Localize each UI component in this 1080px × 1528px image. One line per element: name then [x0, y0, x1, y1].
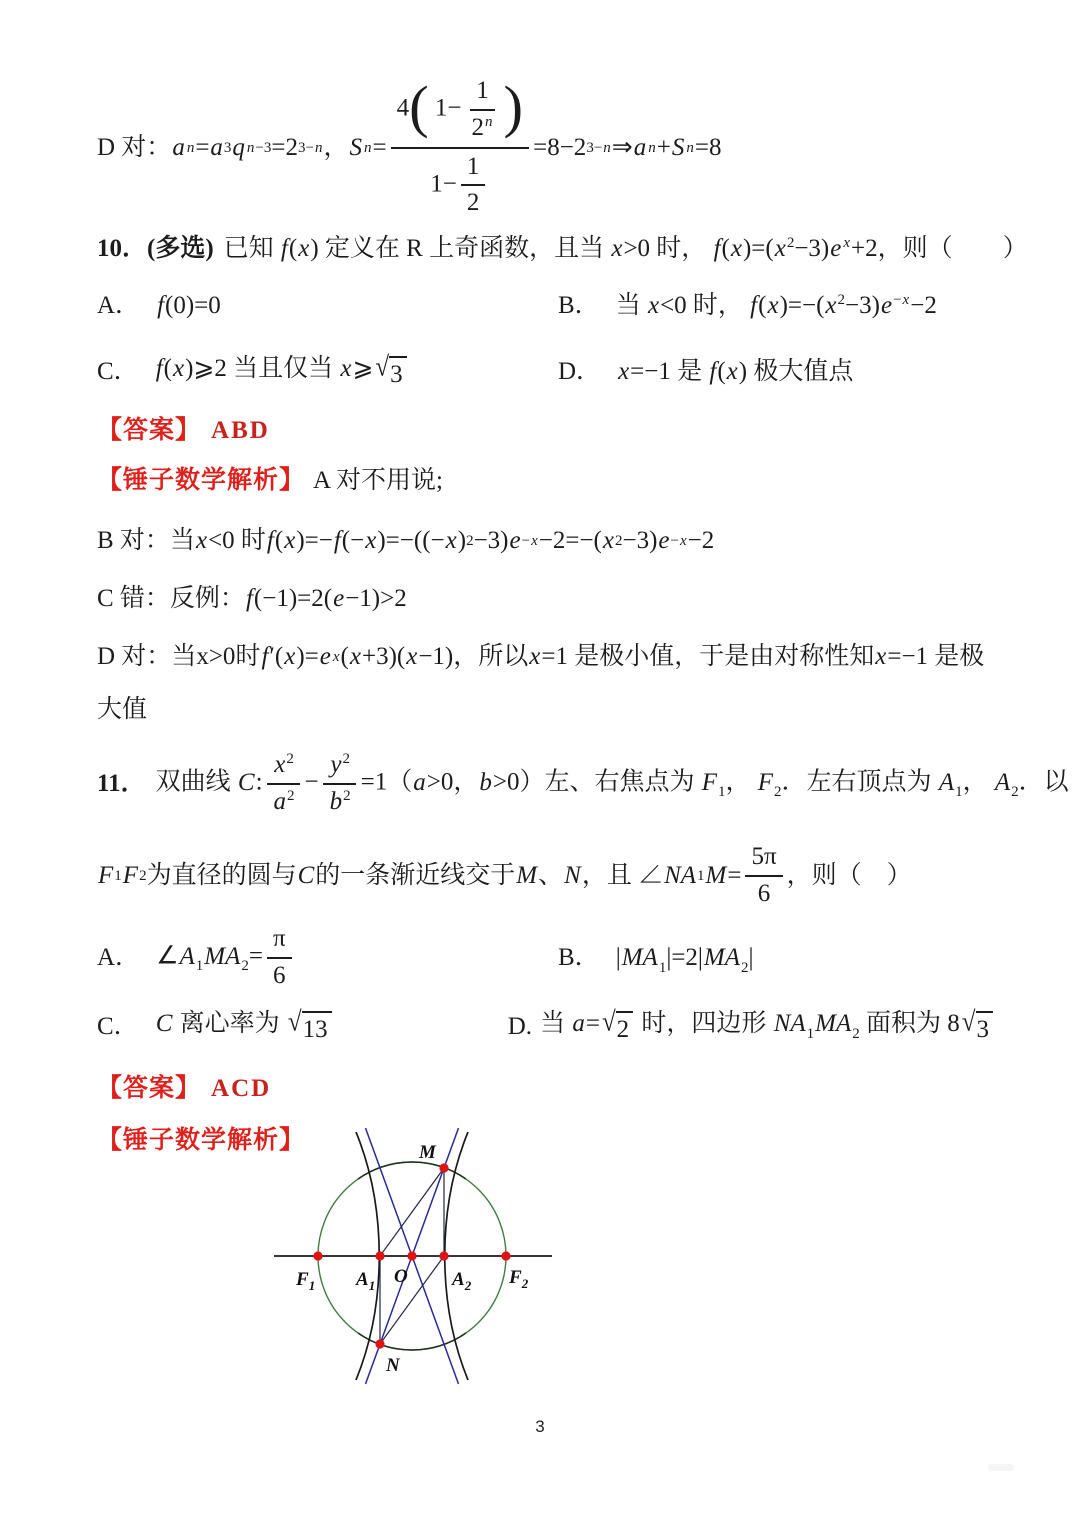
hyperbola-diagram [262, 1128, 562, 1388]
q11-option-d [508, 1007, 995, 1047]
q10-analysis-d-line: D 对： 当 x>0 时 f ′( x )= e x ( x +3)( x −1)，所以 x =1 是极小值，于是由对称性知 x =−1 是极 [97, 643, 985, 671]
q10-analysis-intro: A 对不用说; [313, 467, 443, 495]
q11-option-a-text: $\angle A_1MA_2=$ $\frac{\pi}{6}$ [156, 924, 296, 992]
q11-option-d-text: 当 a= √ 2 时，四边形 $NA_1MA_2$ 面积为 8 √ 3 [540, 1007, 995, 1047]
q11-option-d-label: D. [507, 1013, 533, 1041]
focal-circle-top-arc [358, 1162, 466, 1179]
q11-option-b [558, 941, 995, 975]
q10-option-c-label: C． [97, 358, 139, 386]
q10-option-b [558, 289, 995, 323]
q10-options-row-cd [97, 342, 995, 402]
point-o [407, 1251, 416, 1260]
q10-option-d-text: x=−1 是 f(x) 极大值点 [618, 358, 854, 386]
q11-option-a-label: A． [97, 944, 141, 972]
q11-option-c-text: C 离心率为 √ 13 [155, 1007, 334, 1047]
segment-a2-n [380, 1256, 444, 1344]
q10-answer-value: ABD [211, 417, 270, 445]
label-f1: $F_1$ [296, 1269, 316, 1293]
q10-option-c-text: f(x)⩾2 当且仅当 x⩾ √ 3 [155, 352, 409, 392]
q11-options-row-ab [97, 920, 995, 996]
label-a2: $A_2$ [452, 1269, 472, 1293]
label-a1: $A_1$ [356, 1269, 376, 1293]
q11-answer-line [97, 1070, 271, 1108]
point-f1 [313, 1251, 322, 1260]
q11-stem-line2: F 1 F 2 为直径的圆与 C 的一条渐近线交于 M 、 N ，且 ∠ NA 1 M = $\frac{5\pi}{6}$ ，则（ ） [98, 843, 912, 907]
q10-analysis-d-cont-line: 大值 [97, 696, 148, 724]
q11-options-row-cd [97, 1000, 995, 1054]
scan-smudge [988, 1464, 1014, 1471]
q11-analysis-label: 【锤子数学解析】 [97, 1126, 306, 1155]
label-m: M [419, 1142, 436, 1163]
q10-option-d [558, 355, 995, 389]
point-f2 [501, 1251, 510, 1260]
q10-option-b-text: 当 x<0 时， $f(x)=-(x^2-3)e^{-x}-2$ [615, 292, 937, 320]
q11-answer-value: ACD [211, 1075, 272, 1103]
focal-circle-bottom-arc [358, 1333, 466, 1350]
q10-stem-text: 已知 f(x) 定义在 R 上奇函数，且当 x>0 时， $f(x)=(x^2-3)e$ $^x$+2，则（ ） [223, 235, 1028, 263]
q11-option-c [97, 1007, 508, 1047]
point-n [375, 1339, 384, 1348]
q10-analysis-b-line: B 对： 当 x <0 时 f ( x )=− f (− x )=−((− x ) 2 −3) e −x −2=−( x 2 −3) e −x −2 [97, 527, 715, 555]
segment-a1-m [380, 1168, 444, 1256]
q11-option-b-label: B． [558, 944, 600, 972]
q11-number: 11． [97, 770, 146, 798]
hyperbola-diagram-svg [262, 1128, 562, 1388]
page-number: 3 [535, 1417, 545, 1436]
q10-option-b-label: B． [558, 292, 600, 320]
q11-option-a [97, 924, 558, 992]
q10-analysis-label: 【锤子数学解析】 [97, 466, 306, 495]
q11-option-c-label: C． [97, 1013, 139, 1041]
q10-option-a [97, 289, 558, 323]
label-n: N [386, 1355, 400, 1376]
q10-analysis-line [97, 460, 443, 502]
q10-option-d-label: D． [558, 358, 602, 386]
point-m [439, 1163, 448, 1172]
q10-answer-label: 【答案】 [97, 416, 202, 445]
q9-option-d-solution-line: D 对： a n = a 3 q n−3 =2 3−n ， S n = 4( 1− $\frac{1}{2^n}$ ) 1− $\frac{1}{2}$ =8−2 3−n ⇒ a n + S n =8 [97, 74, 722, 217]
q11-answer-label: 【答案】 [97, 1074, 202, 1103]
q10-options-row-ab [97, 280, 995, 332]
point-a2 [439, 1251, 448, 1260]
q10-option-c [97, 352, 558, 392]
q10-analysis-c-line: C 错：反例： f (−1)=2( e −1)>2 [97, 585, 407, 613]
q10-answer-line [97, 412, 270, 450]
q11-option-b-text: $|MA_1|=2|MA_2|$ [615, 944, 754, 976]
label-o: O [394, 1266, 408, 1287]
point-a1 [375, 1251, 384, 1260]
q10-stem-line [97, 226, 1028, 272]
q10-option-a-label: A． [97, 292, 141, 320]
q11-stem-text1: 双曲线 C: $\frac{x^2}{a^2}$ − $\frac{y^2}{b^2}$ =1（a>0，b>0）左、右焦点为 $F_1$， $F_2$．左右顶点为 $A_1$， $A_2$．以 [155, 751, 1069, 815]
q11-stem-line1 [97, 740, 1069, 828]
label-f2: $F_2$ [509, 1267, 529, 1291]
q10-option-a-text: f(0)=0 [157, 292, 221, 320]
q10-number: 10．(多选) [97, 235, 214, 263]
